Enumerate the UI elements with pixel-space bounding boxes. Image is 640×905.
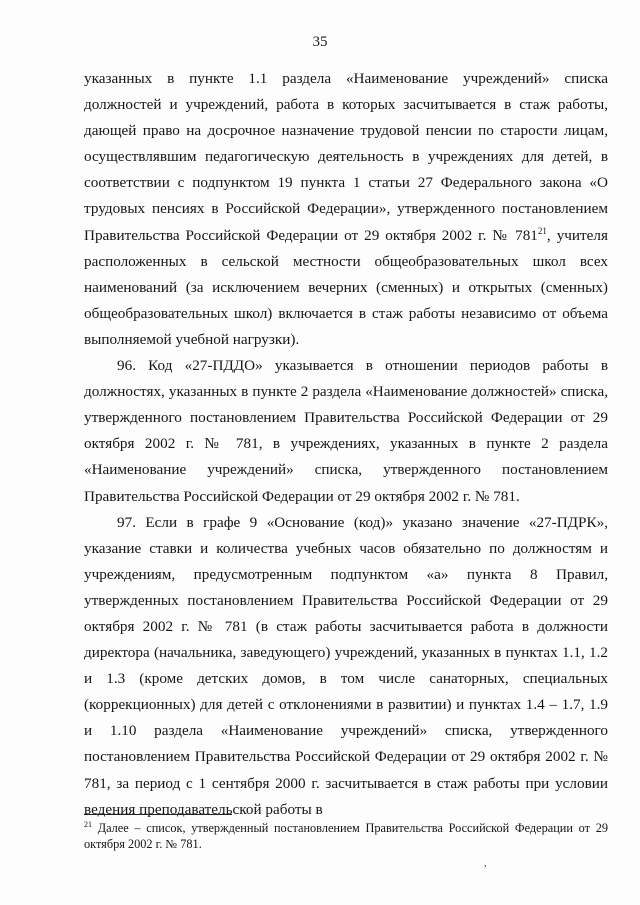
- paragraph-1: [84, 66, 608, 353]
- footnote-text: Далее – список, утвержденный постановлением Правительства Российской Федерации от 29 октября 2002 г. № 781.: [84, 821, 608, 851]
- paragraph-96-text: 96. Код «27-ПДДО» указывается в отношении периодов работы в должностях, указанных в пункте 2 раздела «Наименование должностей» списка, утвержденного постановлением Правительства Российской Федерации от 29 октября 2002 г. № 781, в учреждениях, указанных в пункте 2 раздела «Наименование учреждений» списка, утвержденного постановлением Правительства Российской Федерации от 29 октября 2002 г. № 781.: [84, 357, 608, 505]
- paragraph-1-text: указанных в пункте 1.1 раздела «Наименование учреждений» списка должностей и учреждений, работа в которых засчитывается в стаж работы, дающей право на досрочное назначение трудовой пенсии по старости лицам, осуществлявшим педагогическую деятельность в учреждениях для детей, в соответствии с подпунктом 19 пункта 1 статьи 27 Федерального закона «О трудовых пенсиях в Российской Федерации», утвержденного постановлением Правительства Российской Федерации от 29 октября 2002 г. № 781: [84, 70, 608, 244]
- footnote-mark: 21: [84, 819, 92, 829]
- body-text: [84, 66, 608, 823]
- footnote: [84, 820, 608, 852]
- paragraph-96: [84, 353, 608, 510]
- footnote-reference: 21: [537, 225, 547, 236]
- paragraph-1-text-cont: , учителя расположенных в сельской местности общеобразовательных школ всех наименований (за исключением вечерних (сменных) и открытых (сменных) общеобразовательных школ) включается в стаж работы независимо от объема выполняемой учебной нагрузки).: [84, 226, 608, 348]
- page-number: 35: [312, 34, 328, 50]
- paragraph-97: [84, 510, 608, 823]
- paragraph-97-text: 97. Если в графе 9 «Основание (код)» указано значение «27-ПДРК», указание ставки и количества учебных часов обязательно по должностям и учреждениям, предусмотренным подпунктом «а» пункта 8 Правил, утвержденных постановлением Правительства Российской Федерации от 29 октября 2002 г. № 781 (в стаж работы засчитывается работа в должности директора (начальника, заведующего) учреждений, указанных в пунктах 1.1, 1.2 и 1.3 (кроме детских домов, в том числе санаторных, специальных (коррекционных) для детей с отклонениями в развитии) и пунктах 1.4 – 1.7, 1.9 и 1.10 раздела «Наименование учреждений» списка, утвержденного постановлением Правительства Российской Федерации от 29 октября 2002 г. № 781, за период с 1 сентября 2000 г. засчитывается в стаж работы при условии ведения преподавательской работы в: [84, 513, 608, 818]
- scan-mark: ,: [484, 858, 487, 869]
- footnote-divider: [84, 814, 232, 815]
